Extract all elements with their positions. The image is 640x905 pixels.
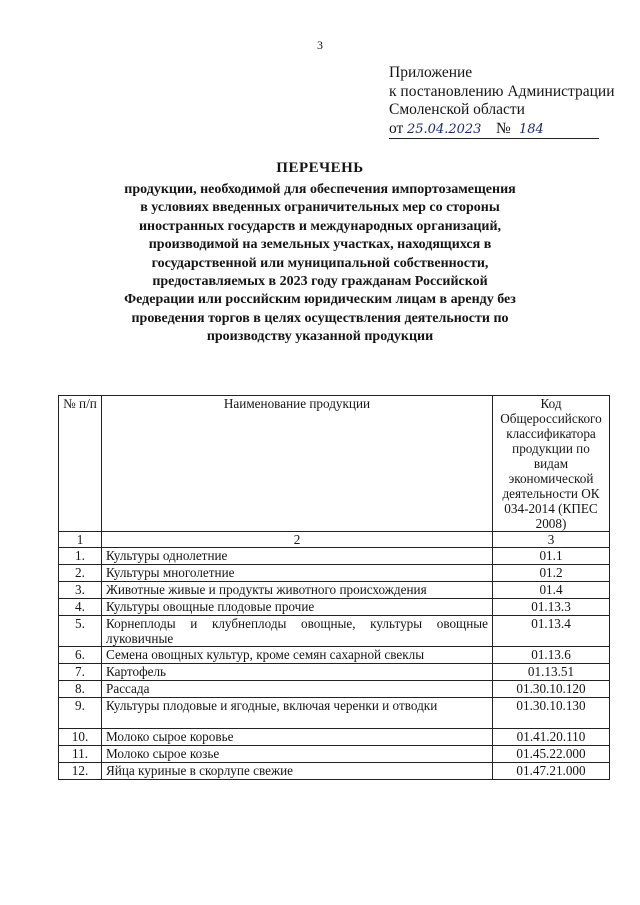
table-row (59, 565, 610, 582)
table-row (59, 647, 610, 664)
row-num: 11. (59, 746, 102, 763)
number-prefix: № (496, 119, 511, 137)
row-name: Яйца куриные в скорлупе свежие (102, 763, 493, 780)
column-numbers-row (59, 532, 610, 548)
row-num: 6. (59, 647, 102, 664)
header-name: Наименование продукции (102, 396, 493, 532)
date-number-line (389, 120, 599, 139)
appendix-line-2: к постановлению Администрации (389, 82, 615, 100)
row-code: 01.13.51 (493, 664, 610, 681)
table-row (59, 616, 610, 647)
header-num: № п/п (59, 396, 102, 532)
table-row (59, 729, 610, 746)
table-row (59, 582, 610, 599)
row-code: 01.13.6 (493, 647, 610, 664)
column-number: 3 (493, 532, 610, 548)
document-title (120, 160, 520, 347)
row-name: Корнеплоды и клубнеплоды овощные, культуры овощные луковичные (102, 616, 493, 647)
table-row (59, 681, 610, 698)
row-name: Животные живые и продукты животного происхождения (102, 582, 493, 599)
table-header-row (59, 396, 610, 532)
row-num: 9. (59, 698, 102, 729)
row-code: 01.2 (493, 565, 610, 582)
handwritten-date: 25.04.2023 (407, 121, 482, 137)
table-row (59, 664, 610, 681)
row-code: 01.4 (493, 582, 610, 599)
row-name: Молоко сырое коровье (102, 729, 493, 746)
table-row (59, 698, 610, 729)
row-num: 1. (59, 548, 102, 565)
table-row (59, 599, 610, 616)
row-num: 2. (59, 565, 102, 582)
products-table (58, 395, 610, 780)
row-code: 01.13.4 (493, 616, 610, 647)
row-num: 8. (59, 681, 102, 698)
row-code: 01.13.3 (493, 599, 610, 616)
table-row (59, 746, 610, 763)
row-code: 01.30.10.130 (493, 698, 610, 729)
row-name: Культуры многолетние (102, 565, 493, 582)
row-code: 01.1 (493, 548, 610, 565)
title-main: ПЕРЕЧЕНЬ (276, 160, 364, 176)
row-code: 01.41.20.110 (493, 729, 610, 746)
row-num: 5. (59, 616, 102, 647)
row-code: 01.47.21.000 (493, 763, 610, 780)
row-name: Культуры однолетние (102, 548, 493, 565)
appendix-line-1: Приложение (389, 64, 473, 81)
title-subtitle: продукции, необходимой для обеспечения импортозамещения в условиях введенных ограничительных мер со стороны иностранных государств и международных организаций, производимой на земельных участках, находящихся в государственной или муниципальной собственности, предоставляемых в 2023 году гражданам Российской Федерации или российским юридическим лицам в аренду без проведения торгов в целях осуществления деятельности по производству указанной продукции (124, 182, 516, 345)
row-num: 3. (59, 582, 102, 599)
row-code: 01.30.10.120 (493, 681, 610, 698)
row-name: Культуры овощные плодовые прочие (102, 599, 493, 616)
row-name: Молоко сырое козье (102, 746, 493, 763)
date-prefix: от (389, 119, 404, 137)
handwritten-number: 184 (519, 121, 544, 137)
page-number: 3 (317, 38, 323, 52)
table-row (59, 763, 610, 780)
column-number: 2 (102, 532, 493, 548)
row-num: 10. (59, 729, 102, 746)
header-code: Код Общероссийского классификатора продукции по видам экономической деятельности ОК 034-2014 (КПЕС 2008) (493, 396, 610, 532)
row-num: 7. (59, 664, 102, 681)
row-num: 4. (59, 599, 102, 616)
appendix-block (389, 64, 615, 139)
table-row (59, 548, 610, 565)
row-name: Культуры плодовые и ягодные, включая черенки и отводки (102, 698, 493, 729)
column-number: 1 (59, 532, 102, 548)
appendix-line-3: Смоленской области (389, 101, 525, 118)
row-code: 01.45.22.000 (493, 746, 610, 763)
row-name: Картофель (102, 664, 493, 681)
row-name: Рассада (102, 681, 493, 698)
row-name: Семена овощных культур, кроме семян сахарной свеклы (102, 647, 493, 664)
row-num: 12. (59, 763, 102, 780)
